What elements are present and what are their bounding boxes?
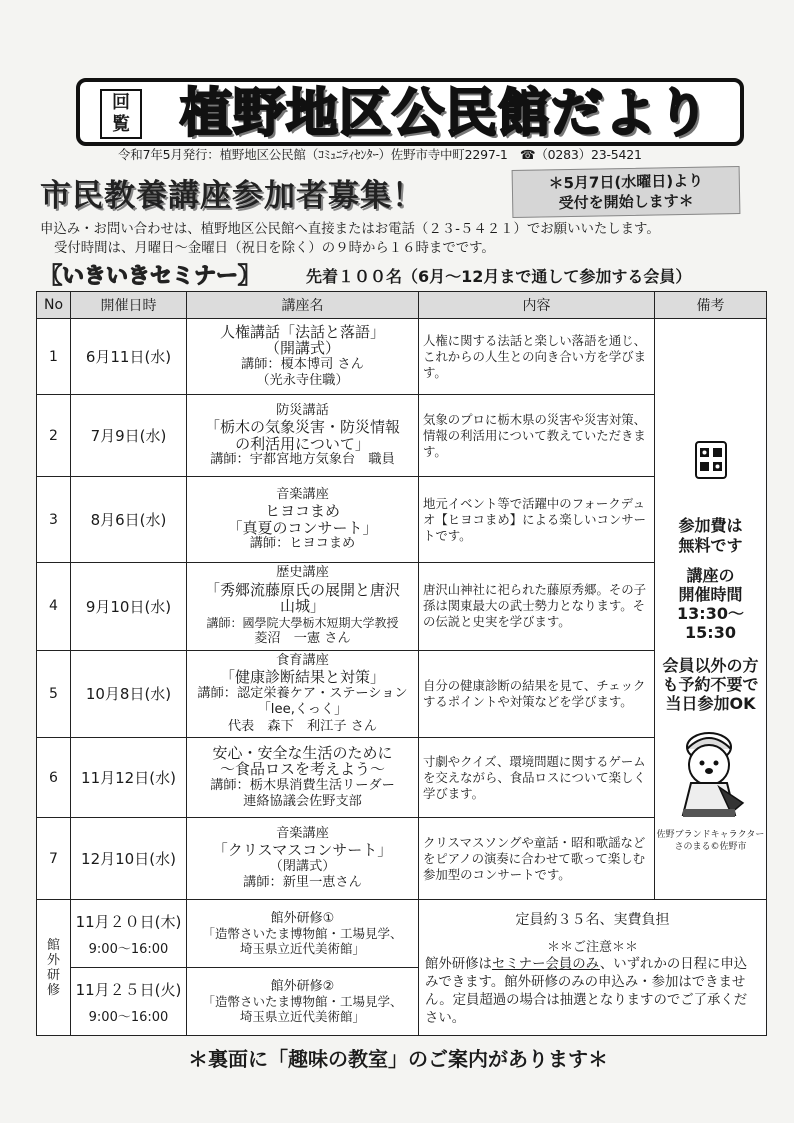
- outing-notice: [419, 900, 767, 1036]
- outing-date: 11月２０日(木): [75, 912, 182, 931]
- outing-label-char: 研: [46, 967, 60, 983]
- row-course: [187, 738, 419, 818]
- row-course: [187, 395, 419, 477]
- outing-date-cell: [71, 968, 187, 1036]
- header-remarks: 備考: [655, 292, 767, 319]
- row-date: 11月12日(水): [71, 738, 187, 818]
- outing-title: 館外研修①: [270, 911, 335, 926]
- course-line: 「栃木の気象災害・防災情報: [204, 418, 400, 436]
- row-date: 10月8日(水): [71, 650, 187, 738]
- table-header-row: [37, 292, 767, 319]
- course-line: 音楽講座: [276, 825, 329, 841]
- row-content: 唐沢山神社に祀られた藤原秀郷。その子孫は関東最大の武士勢力となります。その伝説と史実を学びます。: [419, 563, 655, 651]
- time-line: 講座の: [686, 565, 735, 585]
- outing-date-cell: [71, 900, 187, 968]
- emblem-icon: [694, 440, 728, 480]
- course-line: （閉講式）: [269, 858, 336, 874]
- outing-course-cell: [187, 900, 419, 968]
- course-line: 「秀郷流藤原氏の展開と唐沢: [204, 580, 400, 599]
- fee-line: 参加費は: [678, 515, 743, 535]
- course-line: 「健康診断結果と対策」: [219, 668, 385, 686]
- publication-info: 令和7年5月発行：植野地区公民館（ｺﾐｭﾆﾃｨｾﾝﾀｰ）佐野市寺中町2297-1 ☎（0283）23-5421: [118, 147, 642, 162]
- row-no: 2: [37, 395, 71, 477]
- course-line: 「真夏のコンサート」: [227, 518, 378, 537]
- row-content: 寸劇やクイズ、環境問題に関するゲームを交えながら、食品ロスについて楽しく学びます。: [419, 738, 655, 818]
- course-line: 講師：栃木県消費生活リーダー: [210, 777, 395, 793]
- time-line: 15:30: [685, 622, 736, 642]
- row-no: 3: [37, 477, 71, 563]
- course-line: 「クリスマスコンサート」: [212, 841, 393, 859]
- outing-capacity: 定員約３５名、実費負担: [515, 911, 670, 928]
- row-course: [187, 477, 419, 563]
- row-course: [187, 319, 419, 395]
- reception-line-2: 受付を開始します＊: [558, 191, 694, 213]
- outing-label-char: 館: [46, 937, 60, 953]
- course-line: 連絡協議会佐野支部: [243, 794, 362, 809]
- footer-note: ＊裏面に「趣味の教室」のご案内があります＊: [188, 1047, 608, 1071]
- course-line: 講師：新里一恵さん: [243, 875, 362, 890]
- course-line: 講師：ヒヨコまめ: [249, 536, 356, 551]
- course-line: （開講式）: [264, 339, 340, 357]
- outing-note-emphasis: セミナー会員のみ: [491, 956, 600, 972]
- masthead-box: [76, 78, 744, 146]
- outing-note-pre: 館外研修は: [425, 956, 492, 972]
- outing-label: [46, 938, 62, 998]
- row-content: 自分の健康診断の結果を見て、チェックするポイントや対策などを学びます。: [419, 650, 655, 738]
- outing-course-cell: [187, 968, 419, 1036]
- course-line: 人権講話「法話と落語」: [219, 322, 385, 341]
- seminar-subtitle: 先着１００名（6月～12月まで通して参加する会員）: [306, 267, 692, 286]
- intro-line-1: 申込み・お問い合わせは、植野地区公民館へ直接またはお電話（２３-５４２１）でお願いいたします。: [40, 222, 660, 237]
- outing-date: 11月２５日(火): [75, 980, 182, 999]
- time-line: 13:30～: [677, 603, 744, 623]
- row-content: 地元イベント等で活躍中のフォークデュオ【ヒヨコまめ】による楽しいコンサートです。: [419, 477, 655, 563]
- row-content: 人権に関する法話と楽しい落語を通じ、これからの人生との向き合い方を学びます。: [419, 319, 655, 395]
- time-line: 開催時間: [678, 584, 743, 604]
- course-line: 講師：榎本博司 さん: [241, 356, 364, 372]
- mascot-icon: [669, 723, 753, 821]
- time-note: [655, 566, 766, 642]
- circulation-char-1: 回: [112, 92, 130, 113]
- walkin-line: も予約不要で: [662, 674, 759, 694]
- row-no: 7: [37, 818, 71, 900]
- row-no: 6: [37, 738, 71, 818]
- header-no: No: [37, 292, 71, 319]
- course-line: ヒヨコまめ: [264, 502, 340, 520]
- course-line: ～食品ロスを考えよう～: [219, 760, 385, 778]
- circulation-char-2: 覧: [112, 114, 130, 135]
- headline: 市民教養講座参加者募集！: [40, 178, 424, 214]
- mascot-caption-line: 佐野ブランドキャラクター: [656, 829, 765, 840]
- intro-line-2: 受付時間は、月曜日～金曜日（祝日を除く）の９時から１６時までです。: [54, 241, 495, 256]
- fee-line: 無料です: [678, 535, 743, 555]
- outing-note-title: ＊＊ご注意＊＊: [546, 939, 638, 955]
- outing-row: [37, 900, 767, 968]
- course-line: 音楽講座: [276, 486, 329, 502]
- remarks-cell: [655, 319, 767, 900]
- course-line: 山城」: [279, 597, 325, 615]
- outing-detail: 埼玉県立近代美術館」: [239, 941, 365, 956]
- course-line: 防災講話: [276, 402, 329, 418]
- outing-detail: 「造幣さいたま博物館・工場見学、: [202, 926, 403, 941]
- reception-line-1: ＊5月7日(水曜日)より: [548, 171, 704, 193]
- table-row: [37, 319, 767, 395]
- outing-label-char: 修: [46, 982, 60, 998]
- outing-label-cell: [37, 900, 71, 1036]
- schedule-table: [36, 291, 767, 1036]
- outing-time: 9:00～16:00: [88, 941, 169, 957]
- row-no: 1: [37, 319, 71, 395]
- course-line: 講師：國學院大學栃木短期大学教授: [206, 615, 399, 630]
- row-no: 4: [37, 563, 71, 651]
- outing-title: 館外研修②: [270, 979, 335, 994]
- course-line: 講師：宇都宮地方気象台 職員: [210, 452, 395, 467]
- outing-label-char: 外: [46, 952, 60, 968]
- mascot-caption: [655, 829, 766, 853]
- row-no: 5: [37, 650, 71, 738]
- row-date: 6月11日(水): [71, 319, 187, 395]
- walkin-note: [655, 656, 766, 713]
- row-date: 9月10日(水): [71, 563, 187, 651]
- outing-detail: 埼玉県立近代美術館」: [239, 1009, 365, 1024]
- seminar-title: 【いきいきセミナー】: [40, 264, 261, 289]
- header-date: 開催日時: [71, 292, 187, 319]
- row-content: クリスマスソングや童話・昭和歌謡などをピアノの演奏に合わせて歌って楽しむ参加型のコンサートです。: [419, 818, 655, 900]
- newsletter-title: 植野地区公民館だより: [179, 84, 710, 144]
- course-line: 講師：認定栄養ケア・ステーション「lee,くっく」: [197, 685, 408, 717]
- row-date: 7月9日(水): [71, 395, 187, 477]
- course-line: （光永寺住職）: [256, 373, 349, 388]
- course-line: の利活用について」: [235, 434, 370, 453]
- walkin-line: 当日参加OK: [665, 693, 756, 713]
- course-line: 菱沼 一憲 さん: [254, 631, 351, 646]
- row-content: 気象のプロに栃木県の災害や災害対策、情報の利活用について教えていただきます。: [419, 395, 655, 477]
- course-line: 安心・安全な生活のために: [212, 743, 393, 762]
- course-line: 歴史講座: [276, 565, 329, 580]
- header-course: 講座名: [187, 292, 419, 319]
- reception-notice: [512, 166, 741, 218]
- mascot-caption-line: さのまる©佐野市: [674, 841, 747, 852]
- outing-detail: 「造幣さいたま博物館・工場見学、: [202, 994, 403, 1009]
- walkin-line: 会員以外の方: [662, 655, 759, 675]
- circulation-stamp: [100, 89, 142, 139]
- header-content: 内容: [419, 292, 655, 319]
- course-line: 代表 森下 利江子 さん: [227, 718, 378, 734]
- outing-time: 9:00～16:00: [88, 1009, 169, 1025]
- row-date: 12月10日(水): [71, 818, 187, 900]
- row-course: [187, 818, 419, 900]
- row-date: 8月6日(水): [71, 477, 187, 563]
- fee-note: [655, 516, 766, 556]
- course-line: 食育講座: [276, 652, 329, 668]
- outing-note-post: 、いずれかの日程に申込みできます。館外研修のみの申込み・参加はできません。定員超過の場合は抽選となりますのでご了承ください。: [425, 956, 748, 1026]
- row-course: [187, 563, 419, 651]
- outing-note: [425, 956, 760, 1028]
- row-course: [187, 650, 419, 738]
